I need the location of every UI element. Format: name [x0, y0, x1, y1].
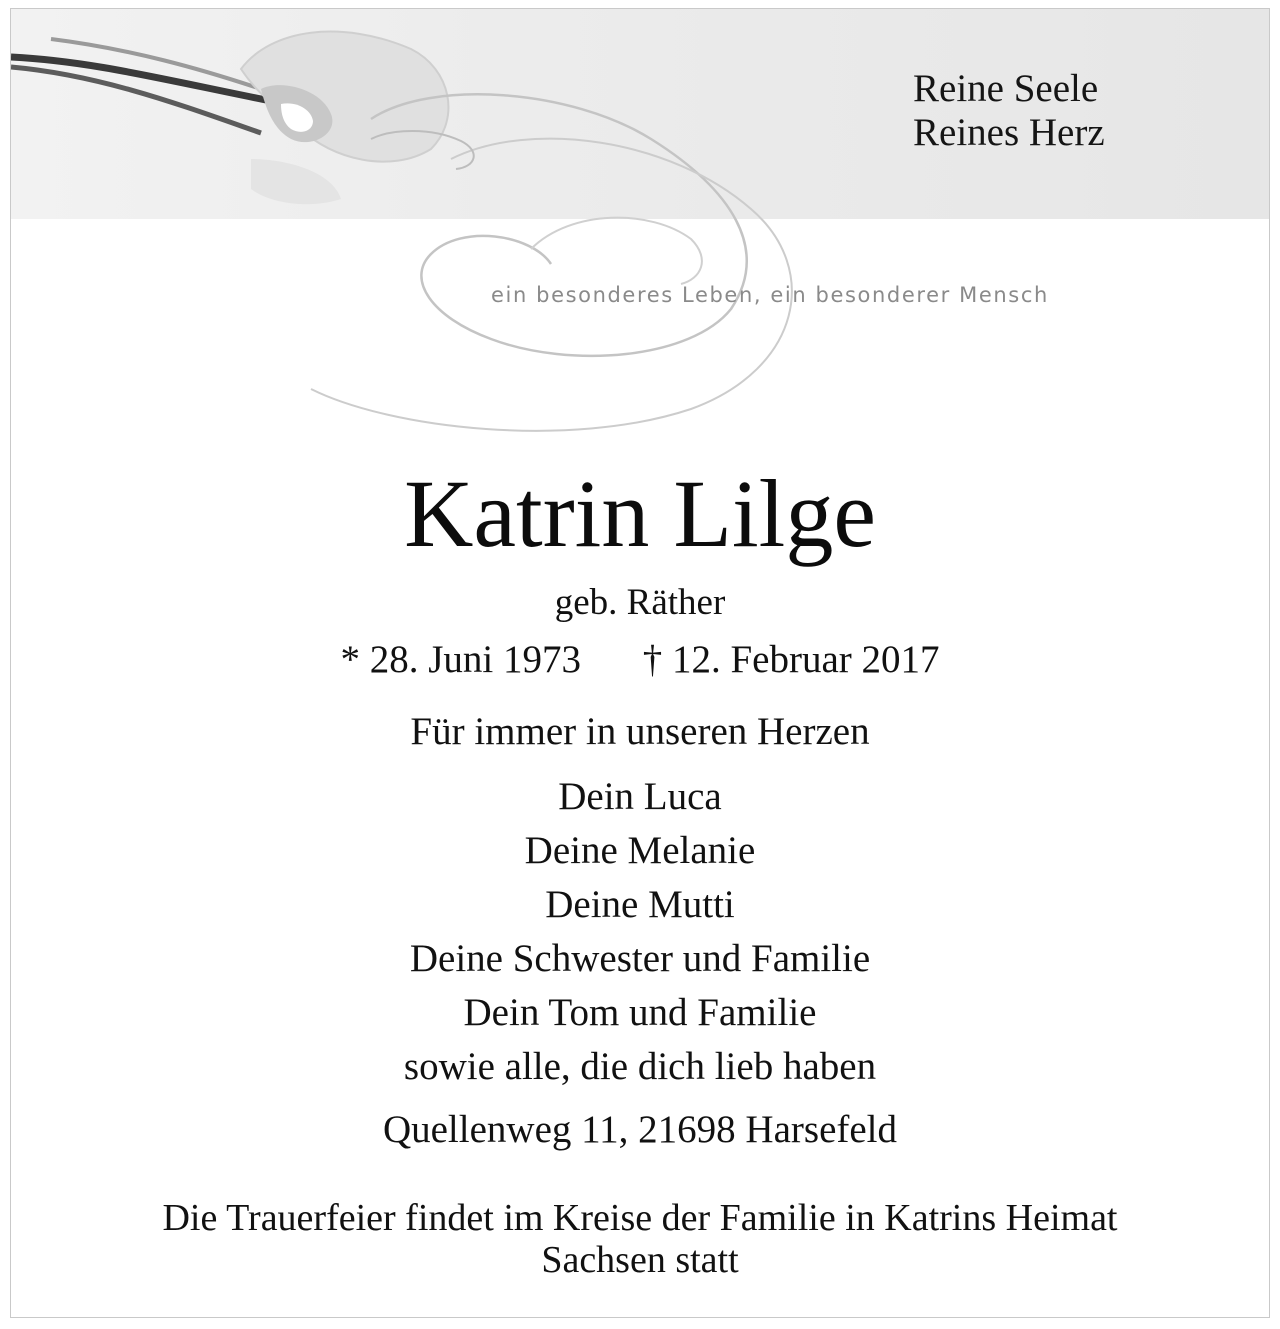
motto-line-1: Reine Seele — [913, 67, 1099, 110]
mourners-list — [11, 770, 1269, 1094]
remembrance-line: Für immer in unseren Herzen — [410, 710, 870, 753]
service-line-2: Sachsen statt — [541, 1239, 739, 1281]
mourner: Deine Melanie — [524, 829, 756, 872]
maiden-name: geb. Räther — [554, 582, 726, 623]
calla-lily-icon — [11, 32, 448, 205]
death-date: † 12. Februar 2017 — [642, 638, 940, 681]
mourner: sowie alle, die dich lieb haben — [403, 1045, 877, 1088]
motto — [913, 67, 1105, 155]
tagline: ein besonderes Leben, ein besonderer Mensch — [491, 283, 1049, 307]
mourner: Dein Luca — [558, 775, 722, 818]
mourner: Dein Tom und Familie — [463, 991, 817, 1034]
service-line-1: Die Trauerfeier findet im Kreise der Familie in Katrins Heimat — [162, 1197, 1118, 1239]
address: Quellenweg 11, 21698 Harsefeld — [382, 1108, 898, 1151]
service-notice — [11, 1197, 1269, 1281]
mourner: Deine Mutti — [545, 883, 735, 926]
life-dates — [11, 637, 1269, 683]
motto-line-2: Reines Herz — [913, 111, 1105, 154]
deceased-name: Katrin Lilge — [404, 460, 876, 567]
obituary-card — [10, 8, 1270, 1318]
birth-date: * 28. Juni 1973 — [340, 638, 581, 681]
mourner: Deine Schwester und Familie — [409, 937, 871, 980]
